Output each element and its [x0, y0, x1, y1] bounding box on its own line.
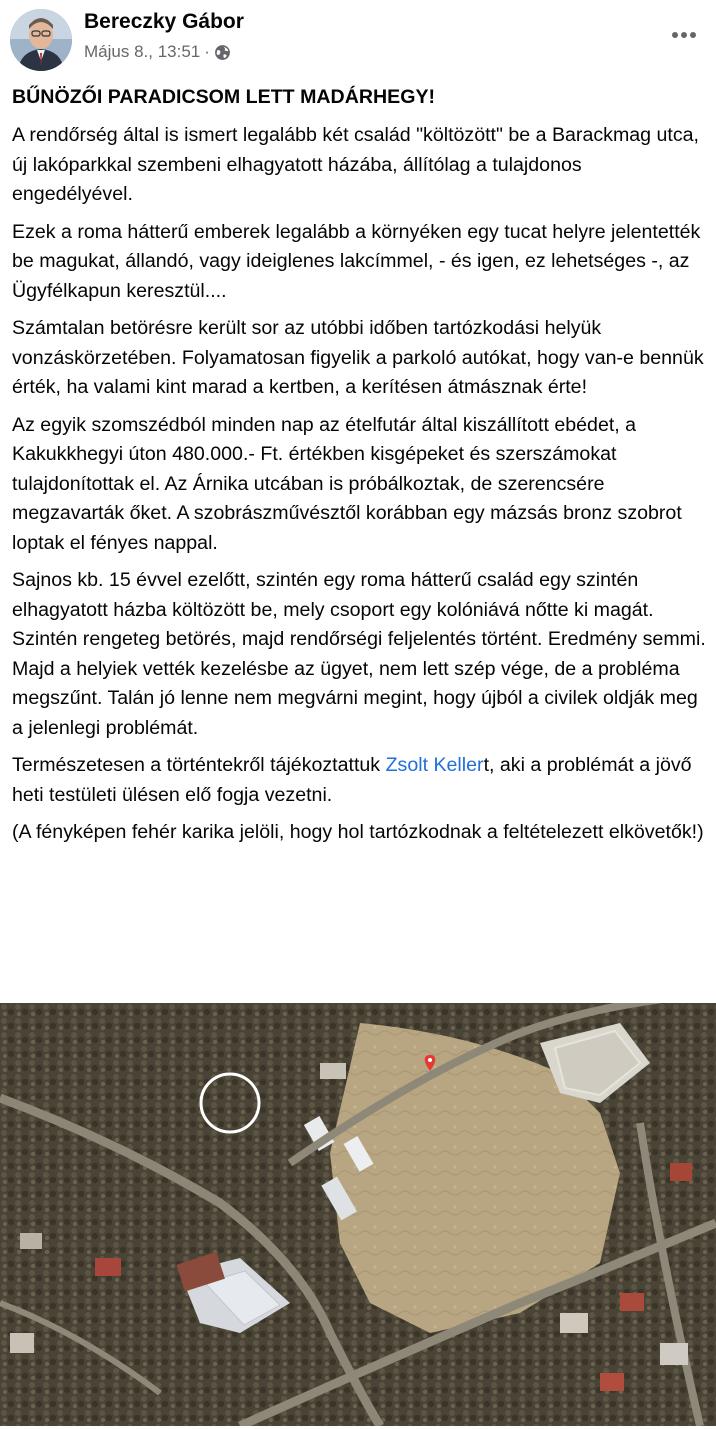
avatar-photo [10, 9, 72, 71]
post-title: BŰNÖZŐI PARADICSOM LETT MADÁRHEGY! [12, 86, 436, 108]
mention-text-before: Természetesen a történtekről tájékoztattuk [12, 754, 386, 776]
aerial-map-photo [0, 1003, 716, 1426]
paragraph-6 [12, 751, 706, 810]
paragraph-4: Az egyik szomszédból minden nap az ételfutár által kiszállított ebédet, a Kakukkhegyi úton 480.000.- Ft. értékben kisgépeket és szerszámokat tulajdonítottak el. Az Árnika utcában is próbálkoztak, de szerencsére megzavarták őket. A szobrászművésztől korábban egy mázsás bronz szobrot loptak el fényes nappal. [12, 413, 682, 554]
mention-link[interactable]: Zsolt Keller [385, 754, 484, 776]
meta-separator: · [204, 42, 210, 61]
author-name[interactable]: Bereczky Gábor [84, 10, 244, 33]
paragraph-1: A rendőrség által is ismert legalább két család "költözött" be a Barackmag utca, új lakóparkkal szembeni elhagyatott házába, állítólag a tulajdonos engedélyével. [12, 124, 699, 205]
post-photo[interactable] [0, 1003, 716, 1426]
globe-icon [214, 44, 231, 61]
post-text [12, 84, 706, 856]
paragraph-2: Ezek a roma hátterű emberek legalább a környéken egy tucat helyre jelentették be magukat, állandó, vagy ideiglenes lakcímmel, - és igen, ez lehetséges -, az Ügyfélkapun keresztül.... [12, 220, 701, 302]
post-date[interactable]: Május 8., 13:51 [84, 42, 201, 61]
author-avatar[interactable] [10, 9, 72, 71]
more-options-button[interactable] [666, 20, 702, 50]
post-header [0, 0, 716, 74]
paragraph-closing: (A fényképen fehér karika jelöli, hogy hol tartózkodnak a feltételezett elkövetők!) [12, 821, 704, 843]
post-meta [84, 42, 231, 62]
more-horizontal-icon [671, 31, 697, 39]
paragraph-3: Számtalan betörésre került sor az utóbbi időben tartózkodási helyük vonzáskörzetében. Folyamatosan figyelik a parkoló autókat, hogy van-e bennük érték, ha valami kint marad a kertben, a kerítésen átmásznak érte! [12, 317, 704, 398]
mention-text-after: t, aki a problémát a jövő heti testületi ülésen elő fogja vezetni. [12, 754, 692, 806]
paragraph-5: Sajnos kb. 15 évvel ezelőtt, szintén egy roma hátterű család egy szintén elhagyatott házba költözött be, mely csoport egy kolóniává nőtte ki magát. Szintén rengeteg betörés, majd rendőrségi feljelentés történt. Eredmény semmi. Majd a helyiek vették kezelésbe az ügyet, nem lett szép vége, de a probléma megszűnt. Talán jó lenne nem megvárni megint, hogy újból a civilek oldják meg a jelenlegi problémát. [12, 569, 706, 739]
